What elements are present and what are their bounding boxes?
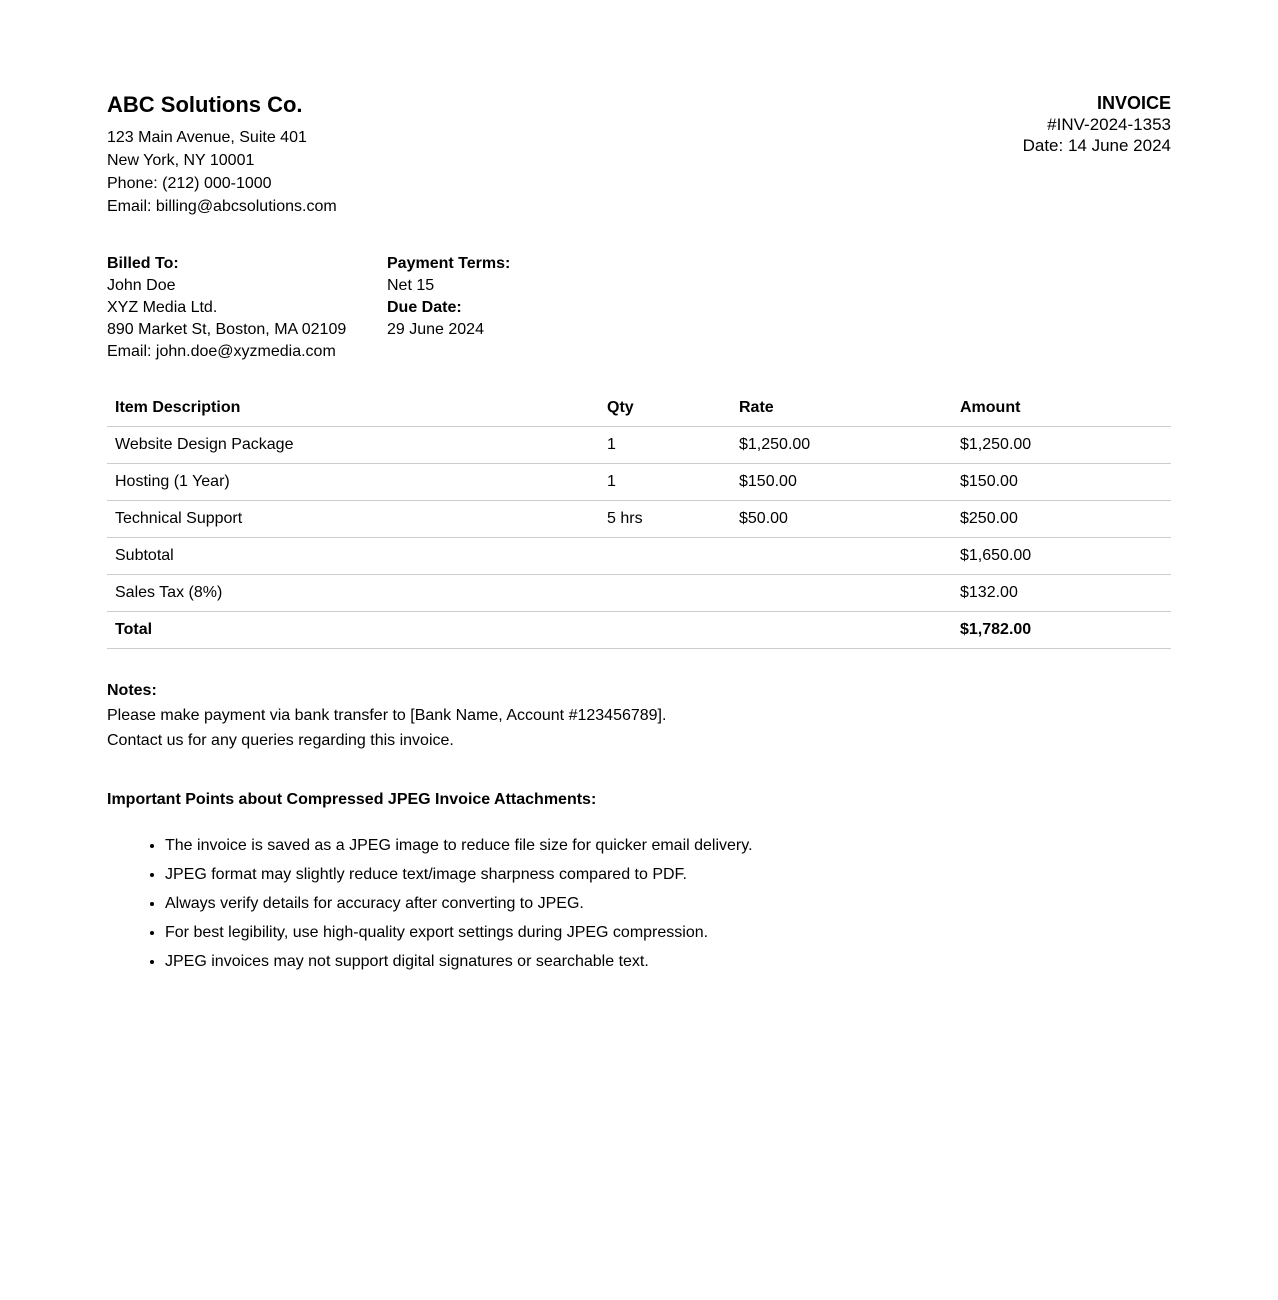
payment-terms-value: Net 15 bbox=[387, 277, 435, 294]
table-row bbox=[107, 464, 1171, 501]
list-item: • For best legibility, use high-quality export settings during JPEG compression. bbox=[165, 924, 1171, 942]
summary-row-total bbox=[107, 612, 1171, 649]
due-date-label: Due Date: bbox=[387, 299, 462, 316]
sales-tax-label: Sales Tax (8%) bbox=[107, 575, 952, 612]
list-item: • JPEG invoices may not support digital signatures or searchable text. bbox=[165, 953, 1171, 971]
line-items-table bbox=[107, 390, 1171, 649]
notes-line: Please make payment via bank transfer to [Bank Name, Account #123456789]. bbox=[107, 707, 667, 724]
billed-to-company: XYZ Media Ltd. bbox=[107, 299, 218, 316]
column-header-description: Item Description bbox=[107, 390, 599, 427]
sales-tax-value: $132.00 bbox=[952, 575, 1171, 612]
table-header-row bbox=[107, 390, 1171, 427]
list-item: • The invoice is saved as a JPEG image to reduce file size for quicker email delivery. bbox=[165, 837, 1171, 855]
billed-to-name: John Doe bbox=[107, 277, 176, 294]
important-points-heading: Important Points about Compressed JPEG Invoice Attachments: bbox=[107, 791, 597, 808]
notes-line: Contact us for any queries regarding this invoice. bbox=[107, 732, 454, 749]
company-address-line2: New York, NY 10001 bbox=[107, 152, 255, 169]
item-amount: $150.00 bbox=[952, 464, 1171, 501]
column-header-qty: Qty bbox=[599, 390, 731, 427]
table-row bbox=[107, 501, 1171, 538]
parties-section bbox=[107, 253, 1171, 363]
payment-terms-block bbox=[387, 253, 510, 363]
billed-to-address: 890 Market St, Boston, MA 02109 bbox=[107, 321, 347, 338]
header bbox=[107, 92, 1171, 218]
list-item: • JPEG format may slightly reduce text/image sharpness compared to PDF. bbox=[165, 866, 1171, 884]
list-item: • Always verify details for accuracy after converting to JPEG. bbox=[165, 895, 1171, 913]
item-qty: 1 bbox=[599, 464, 731, 501]
billed-to-block bbox=[107, 253, 387, 363]
notes-label: Notes: bbox=[107, 682, 157, 699]
total-label: Total bbox=[107, 612, 952, 649]
subtotal-label: Subtotal bbox=[107, 538, 952, 575]
table-row bbox=[107, 427, 1171, 464]
billed-to-label: Billed To: bbox=[107, 255, 179, 272]
summary-row-tax bbox=[107, 575, 1171, 612]
column-header-amount: Amount bbox=[952, 390, 1171, 427]
due-date-value: 29 June 2024 bbox=[387, 321, 484, 338]
item-rate: $150.00 bbox=[731, 464, 952, 501]
company-block bbox=[107, 92, 337, 218]
item-rate: $1,250.00 bbox=[731, 427, 952, 464]
invoice-number: #INV-2024-1353 bbox=[1047, 115, 1171, 134]
item-description: Hosting (1 Year) bbox=[107, 464, 599, 501]
item-description: Technical Support bbox=[107, 501, 599, 538]
item-amount: $250.00 bbox=[952, 501, 1171, 538]
item-description: Website Design Package bbox=[107, 427, 599, 464]
invoice-date: Date: 14 June 2024 bbox=[1022, 136, 1171, 155]
billed-to-email: Email: john.doe@xyzmedia.com bbox=[107, 343, 336, 360]
item-rate: $50.00 bbox=[731, 501, 952, 538]
item-amount: $1,250.00 bbox=[952, 427, 1171, 464]
company-email: Email: billing@abcsolutions.com bbox=[107, 198, 337, 215]
invoice-title: INVOICE bbox=[1096, 93, 1171, 113]
invoice-meta bbox=[1023, 92, 1171, 156]
payment-terms-label: Payment Terms: bbox=[387, 255, 511, 272]
item-qty: 5 hrs bbox=[599, 501, 731, 538]
important-points-list bbox=[107, 837, 1171, 971]
company-address-line1: 123 Main Avenue, Suite 401 bbox=[107, 129, 307, 146]
total-value: $1,782.00 bbox=[952, 612, 1171, 649]
company-phone: Phone: (212) 000-1000 bbox=[107, 175, 272, 192]
column-header-rate: Rate bbox=[731, 390, 952, 427]
important-points-section bbox=[107, 790, 1171, 971]
notes-section bbox=[107, 679, 1171, 753]
subtotal-value: $1,650.00 bbox=[952, 538, 1171, 575]
summary-row-subtotal bbox=[107, 538, 1171, 575]
company-name: ABC Solutions Co. bbox=[107, 92, 303, 117]
item-qty: 1 bbox=[599, 427, 731, 464]
